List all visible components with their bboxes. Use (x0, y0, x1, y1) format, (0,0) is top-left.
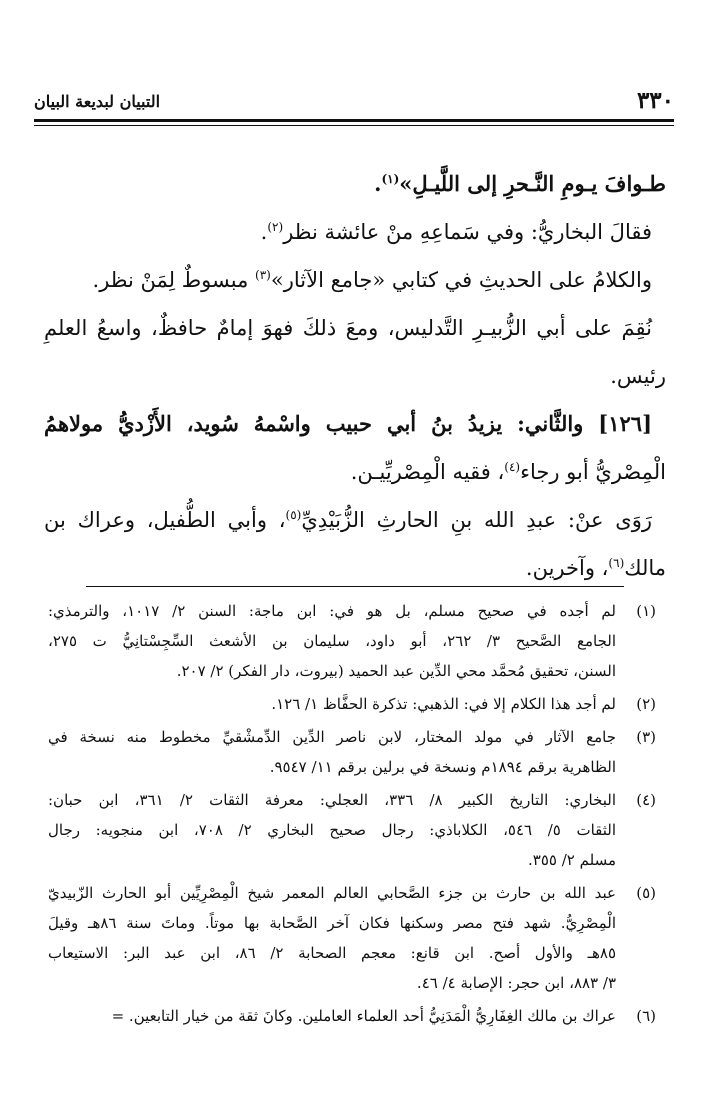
footnote-ref: (٦) (608, 556, 625, 570)
footnote-ref: (١) (381, 172, 400, 186)
footnote-4: (٤) البخاري: التاريخ الكبير ٨/ ٣٣٦، العجلي: معرفة الثقات ٢/ ٣٦١، ابن حبان: الثقات ٥/ ٥٤٦، الكلاباذي: رجال صحيح البخاري ٢/ ٧٠٨، ابن منجويه: رجال مسلم ٢/ ٣٥٥. (48, 785, 656, 875)
main-line: والكلامُ على الحديثِ في كتابي «جامع الآثار»$^{(٣)}$ مبسوطٌ لِمَنْ نظر. (92, 268, 652, 292)
footnote-separator (86, 586, 624, 587)
footnote-number: (٦) (636, 1007, 656, 1025)
main-text (44, 160, 666, 592)
footnote-1: (١) لم أجده في صحيح مسلم، بل هو في: ابن ماجة: السنن ٢/ ١٠١٧، والترمذي: الجامع الصَّحيح ٣/ ٢٦٢، أبو داود، سليمان بن الأشعث السِّجِسْتانِيُّ ت ٢٧٥، السنن، تحقيق مُحمَّد محي الدِّين عبد الحميد (بيروت، دار الفكر) ٢/ ٢٠٧. (48, 596, 656, 686)
main-line: فقالَ البخاريُّ: وفي سَماعِهِ منْ عائشة نظر$^{(٢)}$. (260, 220, 652, 244)
main-line: طـوافَ يـومِ النَّـحرِ إلى اللَّيـلِ»$^{(١)}$. (374, 171, 666, 196)
footnote-ref: (٢) (267, 220, 284, 234)
footnote-number: (٤) (636, 791, 656, 809)
footnotes (48, 596, 656, 1034)
running-title: التبيان لبديعة البيان (34, 92, 161, 111)
footnote-number: (١) (636, 602, 656, 620)
page-number: ٣٣٠ (636, 87, 674, 114)
main-line: [١٢٦] والثَّاني: يزيدُ بنُ أبي حبيب واسْمهُ سُويد، الأَزْديُّ مولاهمُ (44, 411, 652, 436)
main-line: نُقِمَ على أبي الزُّبيـرِ التَّدليس، ومعَ ذلكَ فهوَ إمامٌ حافظٌ، واسعُ العلمِ (44, 316, 652, 340)
footnote-number: (٢) (636, 695, 656, 713)
page-header (34, 88, 674, 114)
footnote-6: (٦) عراك بن مالك الغِفَارِيُّ الْمَدَنِيُّ أحد العلماء العاملين. وكانَ ثقة من خيار التابعين. = (48, 1001, 656, 1031)
main-line: رئيس. (610, 364, 666, 388)
main-line: رَوَى عنْ: عبدِ الله بنِ الحارثِ الزُّبَيْدِيِّ$^{(٥)}$، وأبي الطُّفيل، وعراك بن (44, 508, 652, 532)
footnote-number: (٥) (636, 884, 656, 902)
header-rule (34, 119, 674, 122)
footnote-2: (٢) لم أجد هذا الكلام إلا في: الذهبي: تذكرة الحفَّاظ ١/ ١٢٦. (48, 689, 656, 719)
footnote-number: (٣) (636, 728, 656, 746)
footnote-ref: (٣) (255, 268, 271, 282)
footnote-ref: (٥) (285, 508, 302, 522)
main-line: مالك$^{(٦)}$، وآخرين. (525, 556, 666, 580)
header-rule-thin (34, 125, 674, 126)
footnote-3: (٣) جامع الآثار في مولد المختار، لابن ناصر الدِّين الدِّمشْقيِّ مخطوط منه نسخة في الظاهرية برقم ١٨٩٤م ونسخة في برلين برقم ١١/ ٩٥٤٧. (48, 722, 656, 782)
footnote-5: (٥) عبد الله بن حارث بن جزء الصَّحابي العالم المعمر شيخ الْمِصْرِيِّين أبو الحارث الزّبيديّ الْمِصْرِيُّ. شهد فتح مصر وسكنها فكان آخر الصَّحابة بها موتاً. وماتَ سنة ٨٦هـ وقيلَ ٨٥هـ والأول أصح. ابن قانع: معجم الصحابة ٢/ ٨٦، ابن عبد البر: الاستيعاب ٣/ ٨٨٣، ابن حجر: الإصابة ٤/ ٤٦. (48, 878, 656, 998)
main-line: الْمِصْريُّ أبو رجاء$^{(٤)}$، فقيه الْمِصْريِّيـن. (350, 460, 666, 484)
footnote-ref: (٤) (504, 460, 521, 474)
